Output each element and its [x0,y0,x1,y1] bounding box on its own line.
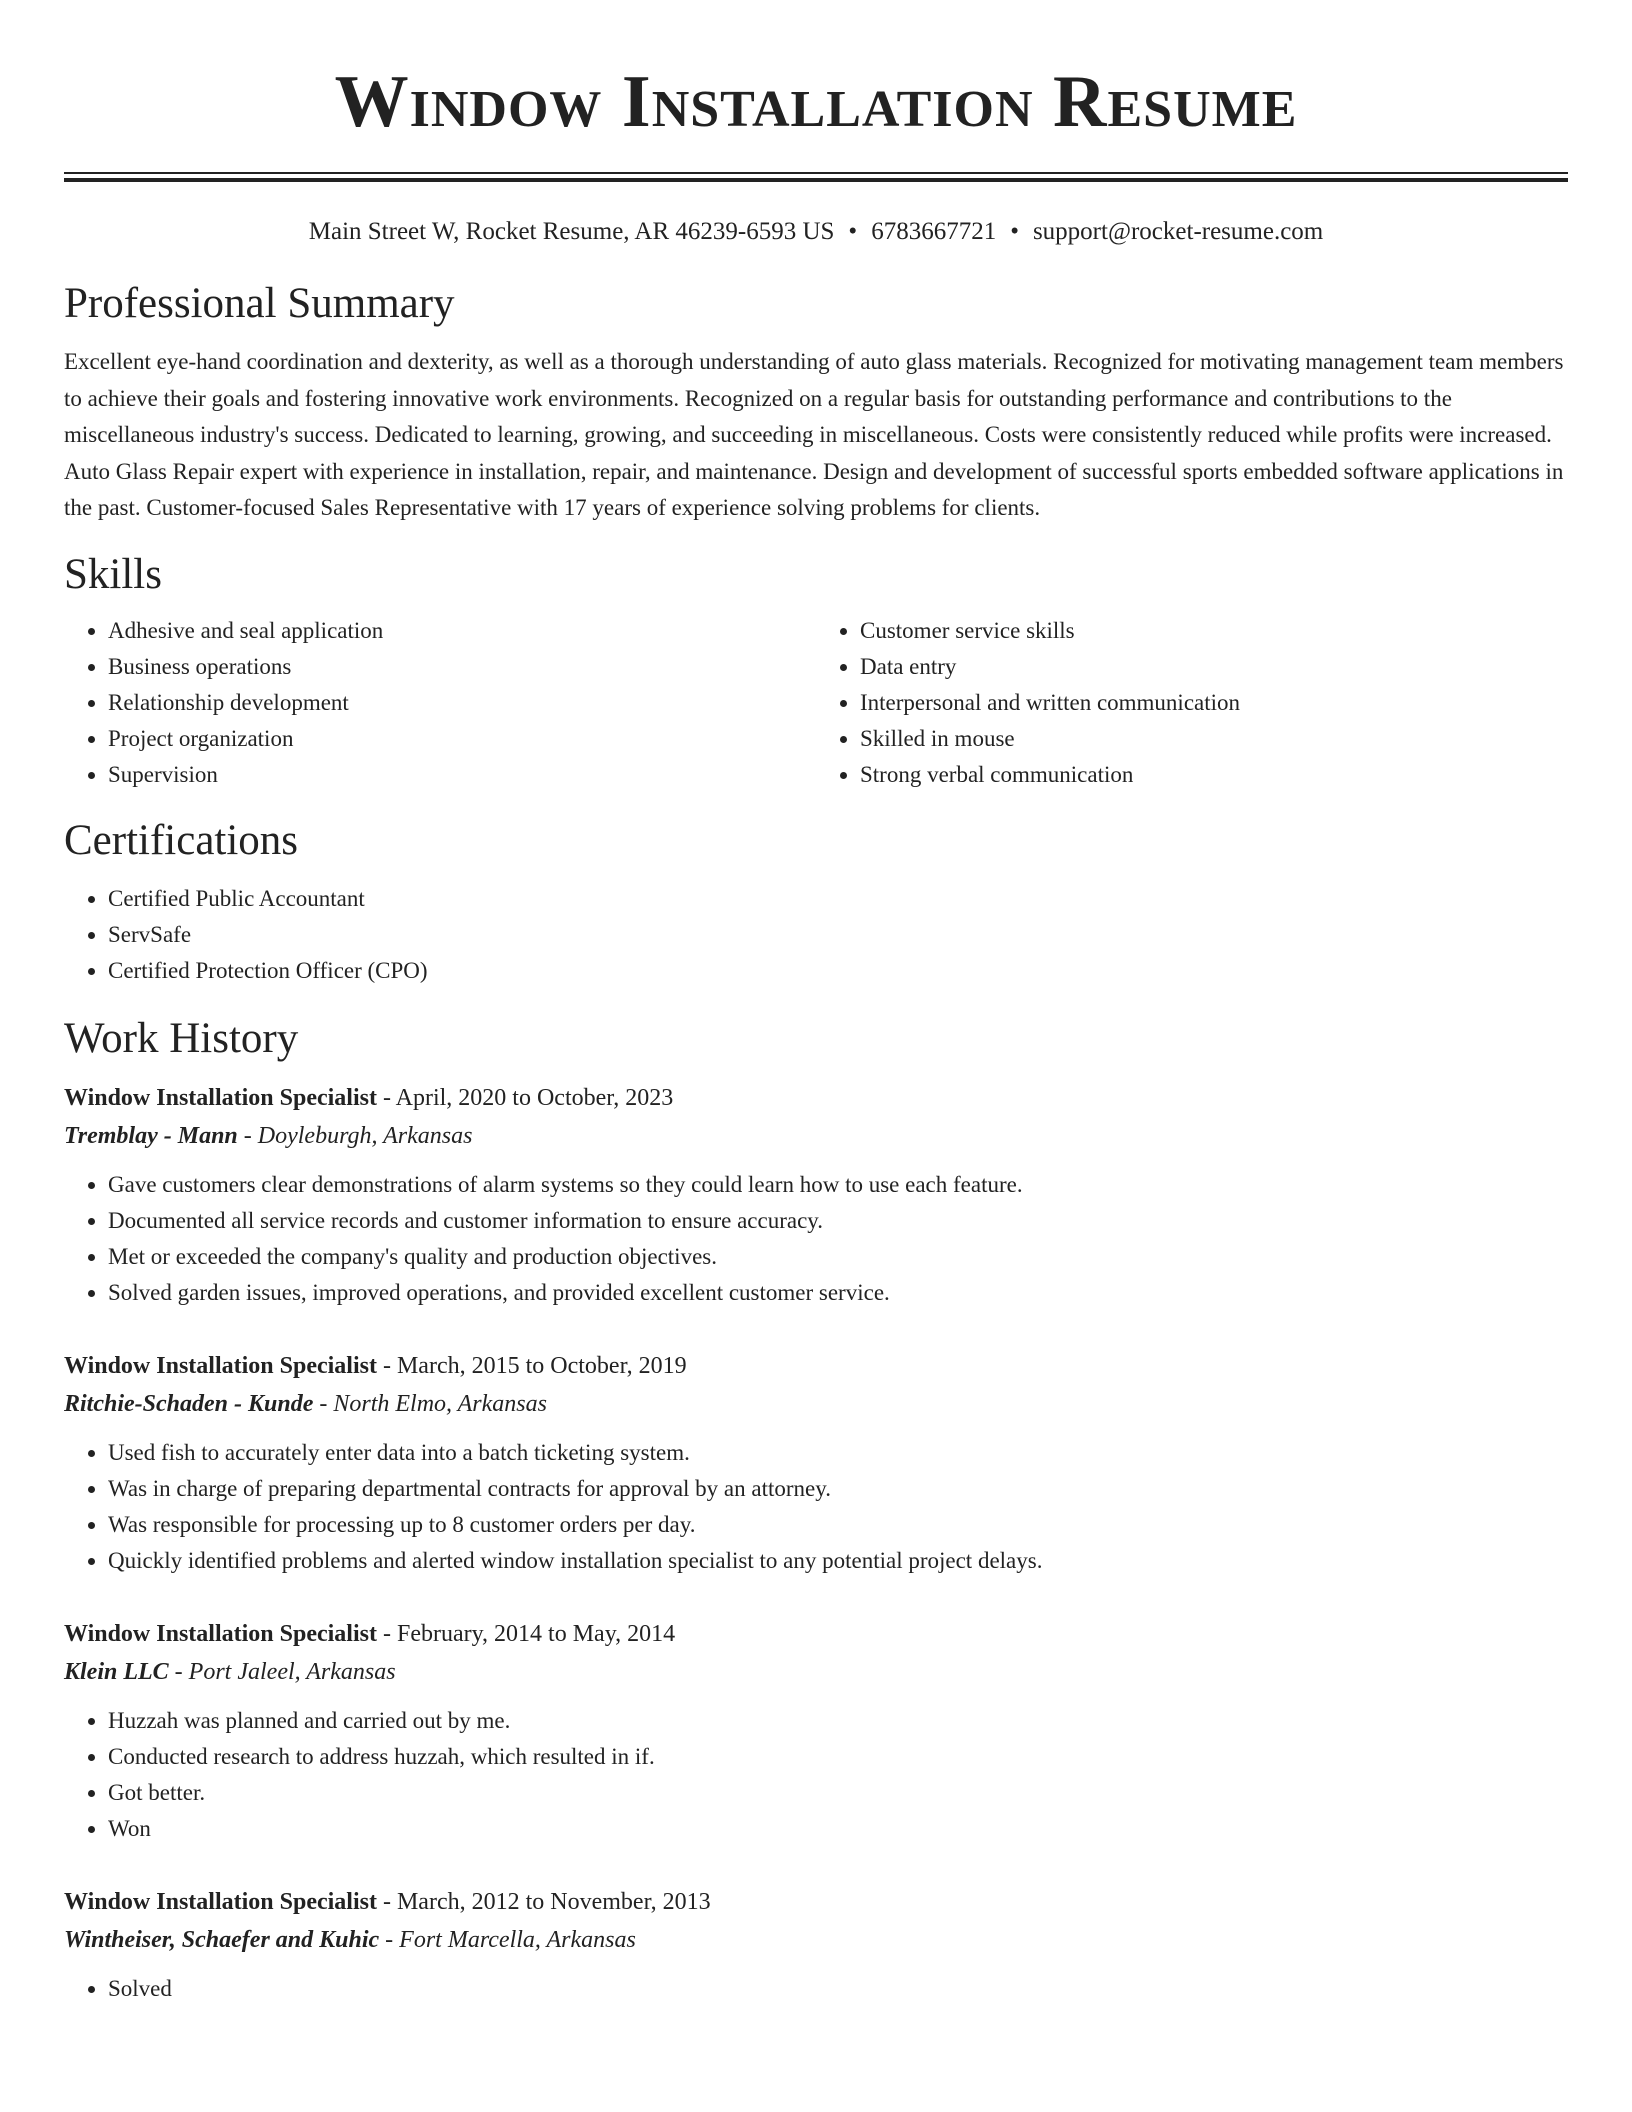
job-company-line [64,1921,1568,1959]
resume-title: Window Installation Resume [334,61,1298,143]
job-role: Window Installation Specialist [64,1084,377,1111]
skill-item: • Supervision [108,757,816,793]
job-company-line [64,1653,1568,1691]
job-company: Tremblay - Mann [64,1122,238,1149]
job-dates: March, 2015 to October, 2019 [396,1352,687,1379]
job-title-line [64,1347,1568,1385]
job-title-line [64,1079,1568,1117]
skill-item: • Data entry [860,649,1568,685]
skills-columns [64,613,1568,793]
job-bullet: • Was in charge of preparing departmental contracts for approval by an attorney. [108,1471,1568,1507]
certifications-heading: Certifications [64,816,299,864]
job-title-line [64,1883,1568,1921]
resume-page [64,0,1568,2007]
job-company: Ritchie-Schaden - Kunde [64,1390,314,1417]
skill-item: • Relationship development [108,685,816,721]
job-role: Window Installation Specialist [64,1352,377,1379]
job-entry [64,1079,1568,1311]
title-divider [64,172,1568,182]
job-bullets [64,1435,1568,1579]
job-bullet: • Solved garden issues, improved operations, and provided excellent customer service. [108,1275,1568,1311]
certifications-list [64,881,1568,989]
contact-address: Main Street W, Rocket Resume, AR 46239-6593 US [308,218,835,245]
job-company: Klein LLC [64,1658,169,1685]
contact-email: support@rocket-resume.com [1032,218,1324,245]
dash-separator: - [376,1620,397,1647]
job-bullet: • Conducted research to address huzzah, which resulted in if. [108,1739,1568,1775]
skill-item: • Business operations [108,649,816,685]
job-entry [64,1347,1568,1579]
contact-separator: • [848,218,858,245]
certification-item: • ServSafe [108,917,1568,953]
skill-item: • Adhesive and seal application [108,613,816,649]
skills-right-list [816,613,1568,793]
contact-phone: 6783667721 [871,218,997,245]
job-bullet: • Solved [108,1971,1568,2007]
dash-separator: - [376,1084,396,1111]
skills-heading: Skills [64,550,162,598]
skill-item: • Customer service skills [860,613,1568,649]
skill-item: • Project organization [108,721,816,757]
job-dates: February, 2014 to May, 2014 [396,1620,676,1647]
skill-item: • Strong verbal communication [860,757,1568,793]
job-bullet: • Was responsible for processing up to 8 customer orders per day. [108,1507,1568,1543]
job-dates: March, 2012 to November, 2013 [396,1888,711,1915]
skill-item: • Interpersonal and written communication [860,685,1568,721]
job-bullets [64,1971,1568,2007]
job-location: North Elmo, Arkansas [333,1390,547,1417]
job-company-line [64,1117,1568,1155]
certification-item: • Certified Public Accountant [108,881,1568,917]
job-role: Window Installation Specialist [64,1888,377,1915]
job-bullet: • Gave customers clear demonstrations of alarm systems so they could learn how to use each feature. [108,1167,1568,1203]
job-company-line [64,1385,1568,1423]
job-bullet: • Got better. [108,1775,1568,1811]
dash-separator: - [379,1926,400,1953]
job-bullets [64,1703,1568,1847]
job-bullet: • Met or exceeded the company's quality and production objectives. [108,1239,1568,1275]
job-bullet: • Huzzah was planned and carried out by me. [108,1703,1568,1739]
job-location: Fort Marcella, Arkansas [399,1926,636,1953]
summary-heading: Professional Summary [64,280,455,327]
job-role: Window Installation Specialist [64,1620,377,1647]
dash-separator: - [168,1658,189,1685]
dash-separator: - [313,1390,334,1417]
job-entry [64,1615,1568,1847]
dash-separator: - [376,1352,397,1379]
job-bullets [64,1167,1568,1311]
skills-left-list [64,613,816,793]
work-history-heading: Work History [64,1014,299,1062]
job-entry [64,1883,1568,2007]
job-bullet: • Won [108,1811,1568,1847]
job-location: Doyleburgh, Arkansas [257,1122,473,1149]
dash-separator: - [376,1888,397,1915]
contact-separator: • [1010,218,1019,245]
job-title-line [64,1615,1568,1653]
job-bullet: • Documented all service records and customer information to ensure accuracy. [108,1203,1568,1239]
job-bullet: • Quickly identified problems and alerted window installation specialist to any potential project delays. [108,1543,1568,1579]
job-company: Wintheiser, Schaefer and Kuhic [64,1926,380,1953]
certification-item: • Certified Protection Officer (CPO) [108,953,1568,989]
job-location: Port Jaleel, Arkansas [188,1658,396,1685]
contact-line [64,216,1568,248]
job-dates: April, 2020 to October, 2023 [395,1084,674,1111]
skill-item: • Skilled in mouse [860,721,1568,757]
summary-text: Excellent eye-hand coordination and dexterity, as well as a thorough understanding of auto glass materials. Recognized for motivating management team members to achieve their goals and fostering innovative work environments. Recognized on a regular basis for outstanding performance and contributions to the miscellaneous industry's success. Dedicated to learning, growing, and succeeding in miscellaneous. Costs were consistently reduced while profits were increased. Auto Glass Repair expert with experience in installation, repair, and maintenance. Design and development of successful sports embedded software applications in the past. Customer-focused Sales Representative with 17 years of experience solving problems for clients. [64,349,1564,520]
job-bullet: • Used fish to accurately enter data into a batch ticketing system. [108,1435,1568,1471]
dash-separator: - [237,1122,258,1149]
